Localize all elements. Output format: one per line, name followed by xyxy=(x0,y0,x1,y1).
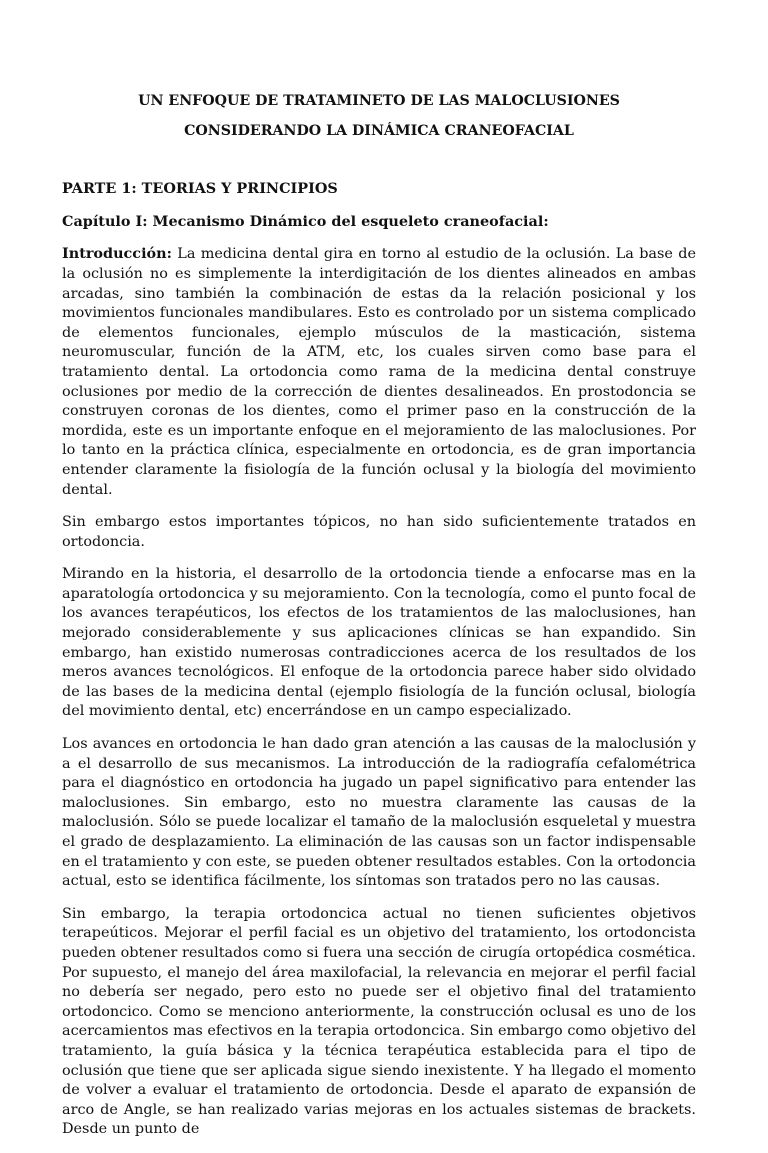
body-paragraph: Los avances en ortodoncia le han dado gran atención a las causas de la maloclusión y a el desarrollo de sus mecanismos. La introducción de la radiografía cefalométrica para el diagnóstico en ortodoncia ha jugado un papel significativo para entender las maloclusiones. Sin embargo, esto no muestra claramente las causas de la maloclusión. Sólo se puede localizar el tamaño de la maloclusión esqueletal y muestra el grado de desplazamiento. La eliminación de las causas son un factor indispensable en el tratamiento y con este, se pueden obtener resultados estables. Con la ortodoncia actual, esto se identifica fácilmente, los síntomas son tratados pero no las causas. xyxy=(62,736,696,890)
intro-paragraph xyxy=(62,244,696,500)
document-title-line-2: CONSIDERANDO LA DINÁMICA CRANEOFACIAL xyxy=(184,122,574,139)
intro-text: La medicina dental gira en torno al estudio de la oclusión. La base de la oclusión no es simplemente la interdigitación de los dientes alineados en ambas arcadas, sino también la combinación de estas da la relación posicional y los movimientos funcionales mandibulares. Esto es controlado por un sistema complicado de elementos funcionales, ejemplo músculos de la masticación, sistema neuromuscular, función de la ATM, etc, los cuales sirven como base para el tratamiento dental. La ortodoncia como rama de la medicina dental construye oclusiones por medio de la corrección de dientes desalineados. En prostodoncia se construyen coronas de los dientes, como el primer paso en la construcción de la mordida, este es un importante enfoque en el mejoramiento de las maloclusiones. Por lo tanto en la práctica clínica, especialmente en ortodoncia, es de gran importancia entender claramente la fisiología de la función oclusal y la biología del movimiento dental. xyxy=(62,246,696,498)
body-paragraph: Mirando en la historia, el desarrollo de la ortodoncia tiende a enfocarse mas en la aparatología ortodoncica y su mejoramiento. Con la tecnología, como el punto focal de los avances terapéuticos, los efectos de los tratamientos de las maloclusiones, han mejorado considerablemente y sus aplicaciones clínicas se han expandido. Sin embargo, han existido numerosas contradicciones acerca de los resultados de los meros avances tecnológicos. El enfoque de la ortodoncia parece haber sido olvidado de las bases de la medicina dental (ejemplo fisiología de la función oclusal, biología del movimiento dental, etc) encerrándose en un campo especializado. xyxy=(62,566,696,720)
document-title-line-1: UN ENFOQUE DE TRATAMINETO DE LAS MALOCLUSIONES xyxy=(138,93,620,109)
intro-label: Introducción: xyxy=(62,245,172,263)
body-paragraph: Sin embargo estos importantes tópicos, no han sido suficientemente tratados en ortodoncia. xyxy=(62,514,696,550)
part-heading: PARTE 1: TEORIAS Y PRINCIPIOS xyxy=(62,180,338,198)
body-paragraph: Sin embargo, la terapia ortodoncica actual no tienen suficientes objetivos terapeúticos. Mejorar el perfil facial es un objetivo del tratamiento, los ortodoncista pueden obtener resultados como si fuera una sección de cirugía ortopédica cosmética. Por supuesto, el manejo del área maxilofacial, la relevancia en mejorar el perfil facial no debería ser negado, pero esto no puede ser el objetivo final del tratamiento ortodoncico. Como se menciono anteriormente, la construcción oclusal es uno de los acercamientos mas efectivos en la terapia ortodoncica. Sin embargo como objetivo del tratamiento, la guía básica y la técnica terapéutica establecida para el tipo de oclusión que tiene que ser aplicada sigue siendo inexistente. Y ha llegado el momento de volver a evaluar el tratamiento de ortodoncia. Desde el aparato de expansión de arco de Angle, se han realizado varias mejoras en los actuales sistemas de brackets. Desde un punto de xyxy=(62,905,696,1138)
chapter-heading: Capítulo I: Mecanismo Dinámico del esqueleto craneofacial: xyxy=(62,212,549,230)
document-page xyxy=(62,92,696,1153)
